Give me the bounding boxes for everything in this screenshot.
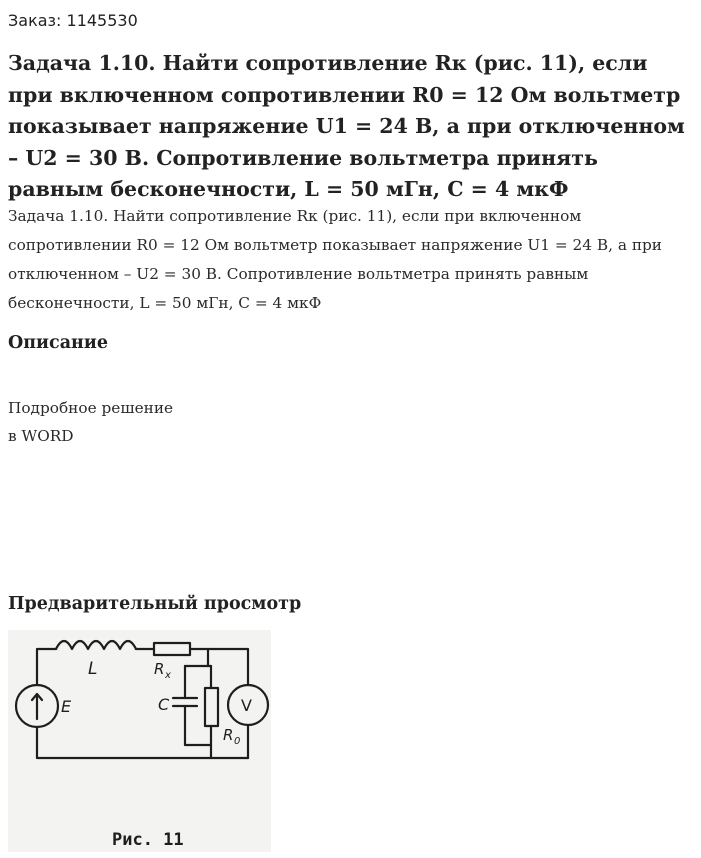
circuit-diagram	[8, 630, 271, 852]
label-v: V	[241, 696, 252, 715]
source-arrow	[32, 694, 42, 719]
label-c: C	[158, 695, 170, 714]
label-rx-sub: x	[165, 670, 171, 681]
description-line-2: в WORD	[8, 427, 74, 445]
resistor-r0	[205, 688, 218, 726]
inductor-coil	[56, 641, 136, 649]
wire-left-bottom	[37, 727, 248, 758]
label-rx: R	[154, 660, 165, 678]
preview-image	[8, 630, 271, 852]
label-r0-sub: 0	[234, 736, 241, 747]
wire-left-top	[37, 649, 56, 685]
label-l: L	[88, 659, 98, 679]
task-description: Задача 1.10. Найти сопротивление Rк (рис. 11), если при включенном сопротивлении R0 = 12 Ом вольтметр показывает напряжение U1 = 24 В, а при отключенном – U2 = 30 В. Сопротивление вольтметра принять равным бесконечности, L = 50 мГн, С = 4 мкФ	[8, 207, 663, 312]
description-text	[8, 394, 173, 450]
preview-heading: Предварительный просмотр	[8, 594, 302, 614]
resistor-rx	[154, 643, 190, 655]
task-title: Задача 1.10. Найти сопротивление Rк (рис. 11), если при включенном сопротивлении R0 = 12 Ом вольтметр показывает напряжение U1 = 24 В, а при отключенном – U2 = 30 В. Сопротивление вольтметра принять равным бесконечности, L = 50 мГн, С = 4 мкФ	[8, 51, 685, 201]
description-heading: Описание	[8, 333, 108, 353]
label-e: E	[61, 697, 72, 716]
order-number: Заказ: 1145530	[8, 11, 138, 30]
description-line-1: Подробное решение	[8, 399, 174, 417]
label-r0: R	[223, 726, 234, 744]
figure-caption: Рис. 11	[112, 830, 184, 850]
